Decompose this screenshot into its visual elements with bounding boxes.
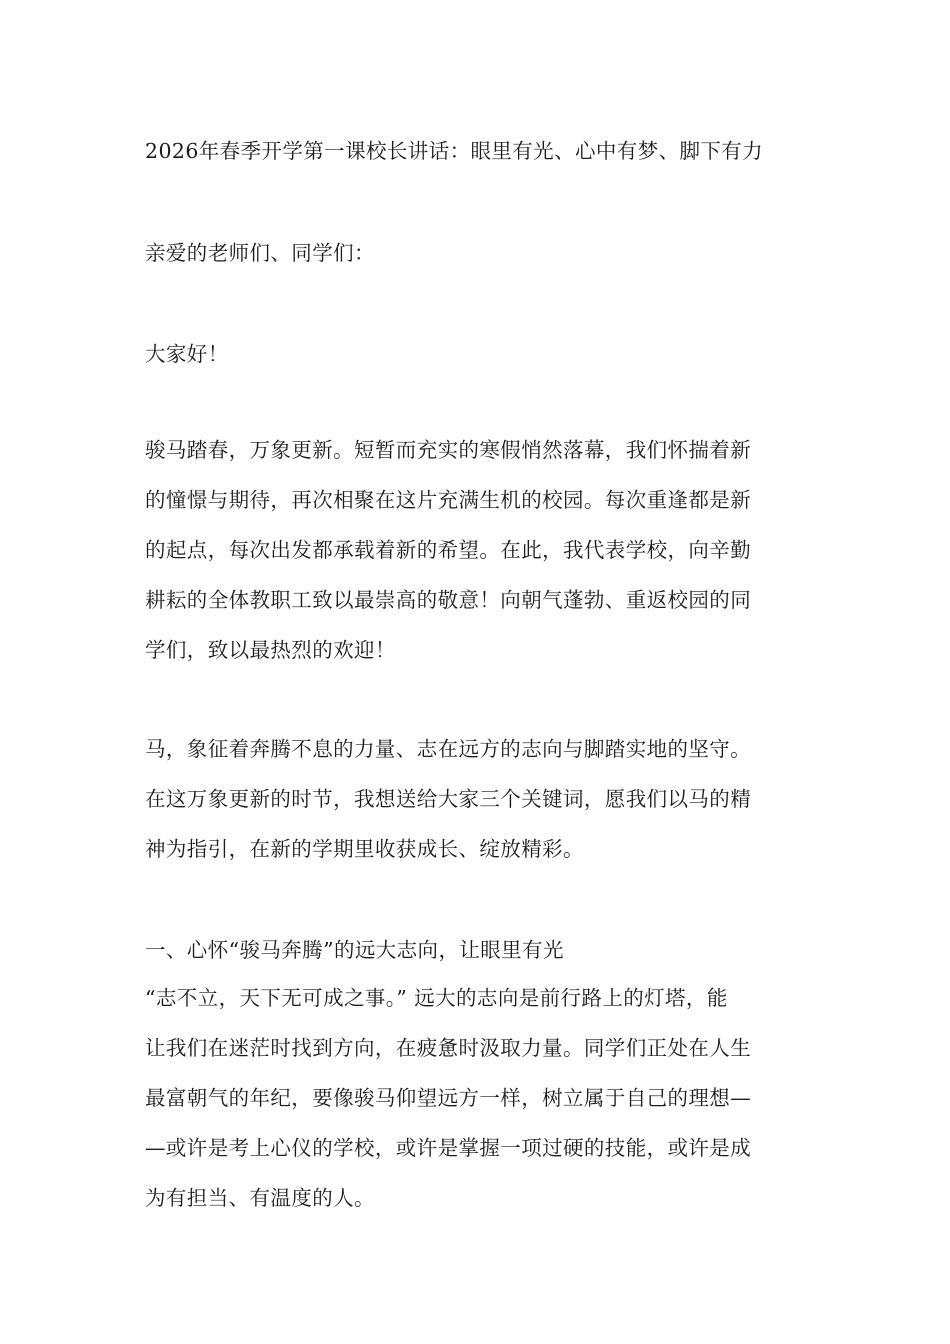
paragraph-line: 让我们在迷茫时找到方向，在疲惫时汲取力量。同学们正处在人生 [145,1036,752,1060]
paragraph-line: —或许是考上心仪的学校，或许是掌握一项过硬的技能，或许是成 [145,1136,752,1160]
paragraph-line: 为有担当、有温度的人。 [145,1186,375,1210]
paragraph-line: “志不立，天下无可成之事。” 远大的志向是前行路上的灯塔，能 [145,986,728,1010]
salutation [145,228,810,278]
paragraph-line: 耕耘的全体教职工致以最崇高的敬意！向朝气蓬勃、重返校园的同 [145,588,752,612]
paragraph-line: 学们，致以最热烈的欢迎！ [145,638,396,662]
heading-line: 一、心怀“骏马奔腾”的远大志向，让眼里有光 [145,938,564,962]
paragraph-3 [145,973,810,1223]
salutation-line: 亲爱的老师们、同学们： [145,241,375,265]
paragraph-line: 马，象征着奔腾不息的力量、志在远方的志向与脚踏实地的坚守。 [145,737,752,761]
paragraph-line: 在这万象更新的时节，我想送给大家三个关键词，愿我们以马的精 [145,787,752,811]
paragraph-1 [145,425,810,675]
document-title [145,126,810,176]
paragraph-line: 的憧憬与期待，再次相聚在这片充满生机的校园。每次重逢都是新 [145,488,752,512]
section-1-heading [145,925,810,975]
paragraph-line: 最富朝气的年纪，要像骏马仰望远方一样，树立属于自己的理想— [145,1086,752,1110]
greeting-line: 大家好！ [145,342,229,366]
title-line: 2026年春季开学第一课校长讲话：眼里有光、心中有梦、脚下有力 [145,139,764,163]
paragraph-line: 骏马踏春，万象更新。短暂而充实的寒假悄然落幕，我们怀揣着新 [145,438,752,462]
paragraph-line: 神为指引，在新的学期里收获成长、绽放精彩。 [145,837,584,861]
paragraph-2 [145,724,810,874]
paragraph-line: 的起点，每次出发都承载着新的希望。在此，我代表学校，向辛勤 [145,538,752,562]
greeting [145,329,810,379]
